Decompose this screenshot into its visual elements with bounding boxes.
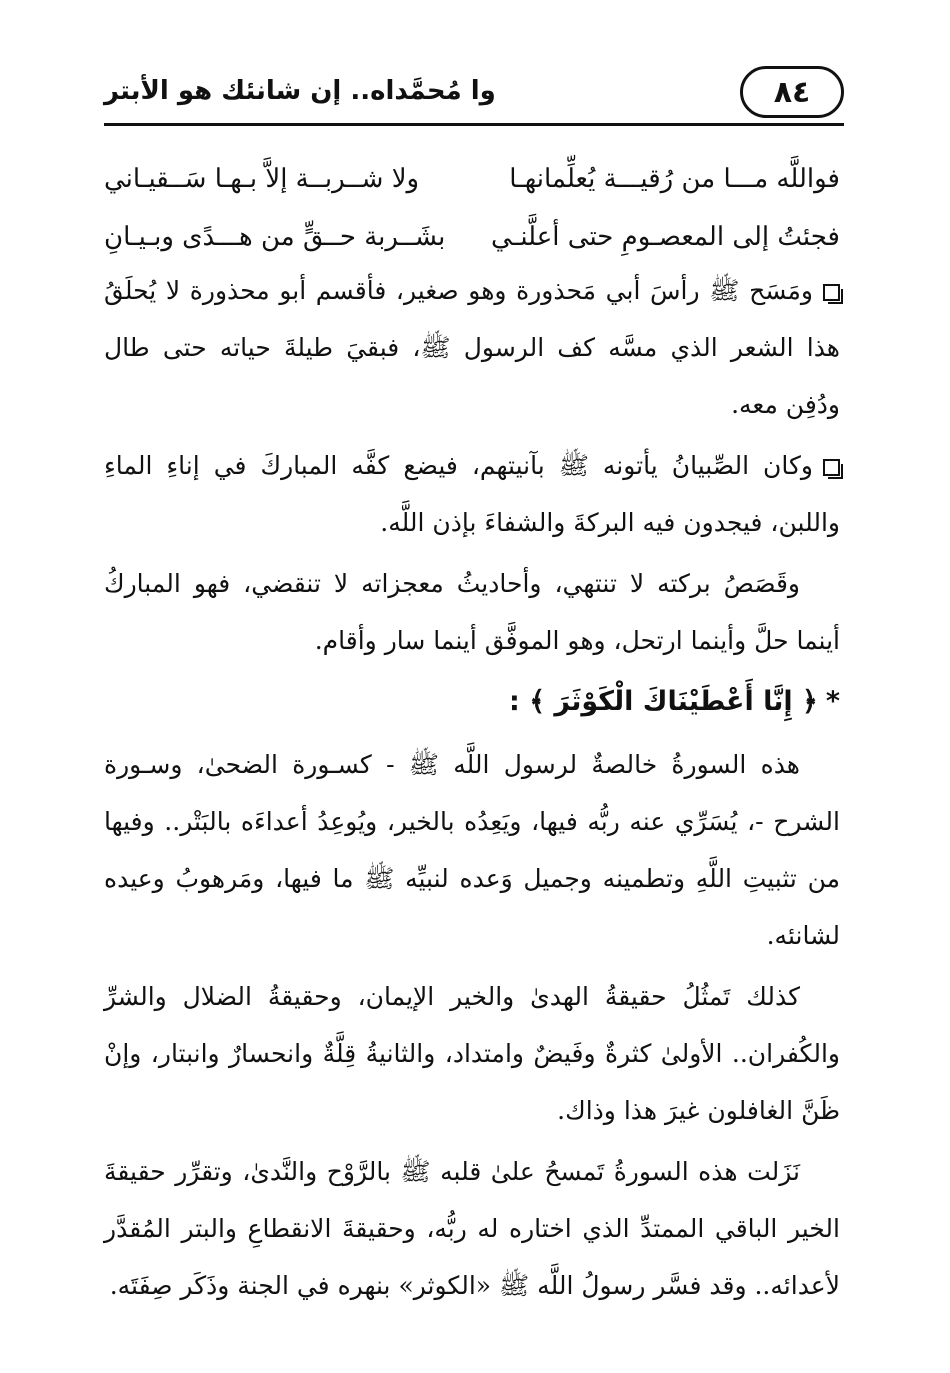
- running-title: وا مُحمَّداه.. إن شانئك هو الأبتر: [104, 76, 496, 106]
- verse-right-hemistich: فواللَّه مـــا من رُقيـــة يُعلِّمانهـا: [509, 164, 840, 194]
- verse-left-hemistich: ولا شــربــة إلاَّ بـهـا سَــقيـاني: [104, 164, 420, 194]
- paragraph: نَزَلت هذه السورةُ تَمسحُ علىٰ قلبه ﷺ بالرَّوْح والنَّدىٰ، وتقرِّر حقيقةَ الخير الباقي الممتدِّ الذي اختاره له ربُّه، وحقيقةَ الانقطاعِ والبتر المُقدَّر لأعدائه.. وقد فسَّر رسولُ اللَّه ﷺ «الكوثر» بنهره في الجنة وذَكَر صِفَتَه.: [104, 1157, 840, 1300]
- poem-verses: [104, 150, 840, 266]
- star-icon: *: [825, 686, 840, 717]
- verse-right-hemistich: فجئتُ إلى المعصـومِ حتى أعلَّنـي: [491, 222, 840, 252]
- page-number: ٨٤: [740, 66, 844, 118]
- body-text: [104, 262, 840, 1318]
- paragraph: وقَصَصُ بركته لا تنتهي، وأحاديثُ معجزاته لا تنقضي، فهو المباركُ أينما حلَّ وأينما ارتحل، وهو الموفَّق أينما سار وأقام.: [104, 569, 840, 655]
- header-rule: [104, 123, 844, 126]
- bullet-box-icon: [823, 284, 840, 301]
- section-heading: [104, 673, 840, 730]
- paragraph: [104, 437, 840, 551]
- paragraph-text: وكان الصِّبيانُ يأتونه ﷺ بآنيتهم، فيضع كفَّه المباركَ في إناءِ الماءِ واللبن، فيجدون فيه البركةَ والشفاءَ بإذن اللَّه.: [104, 451, 840, 537]
- bullet-box-icon: [823, 459, 840, 476]
- paragraph: [104, 262, 840, 433]
- verse-line: [104, 150, 840, 208]
- verse-line: [104, 208, 840, 266]
- paragraph: كذلك تَمثُلُ حقيقةُ الهدىٰ والخير الإيمان، وحقيقةُ الضلال والشرِّ والكُفران.. الأولىٰ كثرةٌ وفَيضٌ وامتداد، والثانيةُ قِلَّةٌ وانحسارٌ وانبتار، وإنْ ظَنَّ الغافلون غيرَ هذا وذاك.: [104, 982, 840, 1125]
- section-heading-text: ﴿ إِنَّا أَعْطَيْنَاكَ الْكَوْثَرَ ﴾ :: [509, 686, 818, 717]
- verse-left-hemistich: بشَــربة حــقٍّ من هـــدًى وبـيـانِ: [104, 222, 446, 252]
- page-header: [104, 62, 844, 126]
- paragraph-text: ومَسَح ﷺ رأسَ أبي مَحذورة وهو صغير، فأقسم أبو محذورة لا يُحلَقُ هذا الشعر الذي مسَّه كف الرسول ﷺ، فبقيَ طيلةَ حياته حتى طال ودُفِن معه.: [104, 276, 840, 419]
- paragraph: هذه السورةُ خالصةٌ لرسول اللَّه ﷺ - كسـورة الضحىٰ، وسـورة الشرح -، يُسَرِّي عنه ربُّه فيها، ويَعِدُه بالخير، ويُوعِدُ أعداءَه بالبَتْر.. وفيها من تثبيتِ اللَّهِ وتطمينه وجميل وَعده لنبيِّه ﷺ ما فيها، ومَرهوبُ وعيده لشانئه.: [104, 750, 840, 950]
